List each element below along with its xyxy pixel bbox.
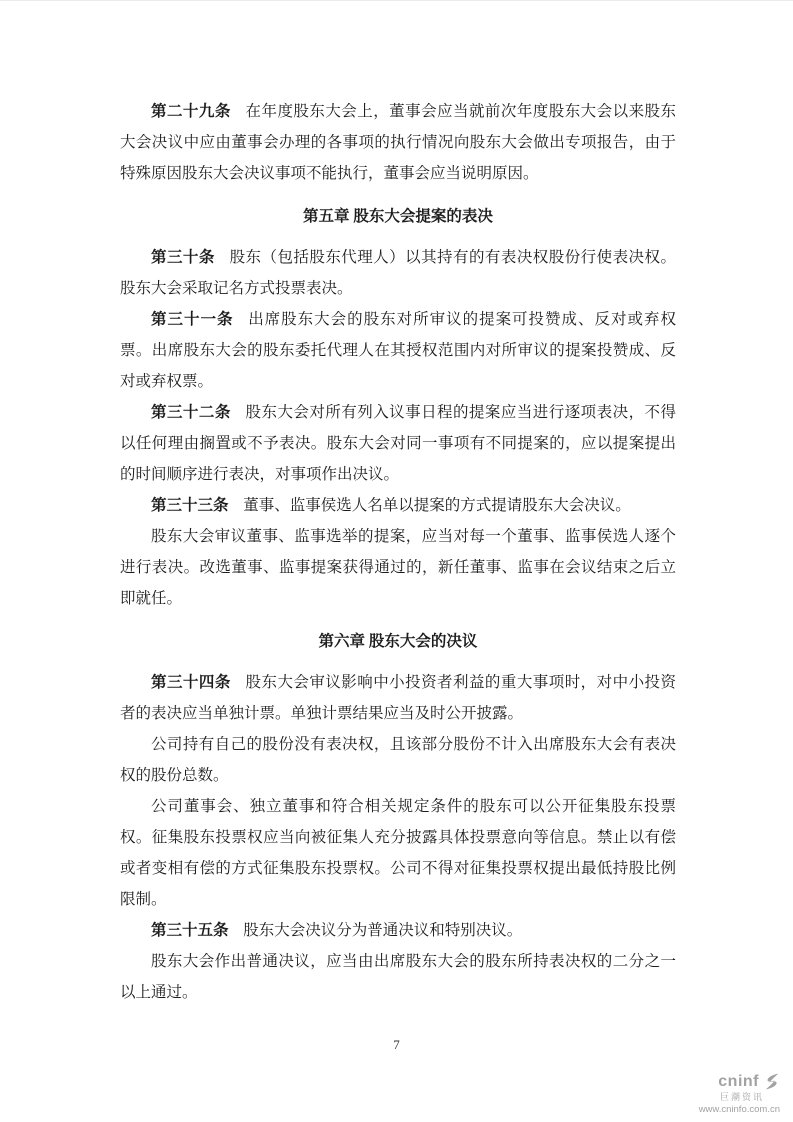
article-number: 第三十四条: [151, 674, 231, 691]
paragraph-text: 董事、监事侯选人名单以提案的方式提请股东大会决议。: [243, 497, 631, 514]
paragraph: [120, 521, 676, 614]
paragraph: [120, 667, 676, 729]
paragraph-text: 股东大会审议影响中小投资者利益的重大事项时，对中小投资者的表决应当单独计票。单独计票结果应当及时公开披露。: [120, 674, 676, 722]
paragraph: [120, 791, 676, 915]
paragraph-text: 股东大会作出普通决议，应当由出席股东大会的股东所持表决权的二分之一以上通过。: [120, 953, 676, 1001]
cninfo-swirl-icon: [761, 1072, 780, 1091]
logo-brand-cn: 巨潮资讯: [719, 1092, 764, 1102]
paragraph: [120, 96, 676, 189]
paragraph-text: 股东大会审议董事、监事选举的提案，应当对每一个董事、监事侯选人逐个进行表决。改选董事、监事提案获得通过的，新任董事、监事在会议结束之后立即就任。: [120, 528, 676, 607]
article-number: 第三十三条: [151, 497, 229, 514]
cninfo-logo: [699, 1072, 780, 1115]
article-number: 第三十一条: [151, 311, 234, 328]
article-number: 第三十二条: [151, 404, 231, 421]
paragraph-text: 出席股东大会的股东对所审议的提案可投赞成、反对或弃权票。出席股东大会的股东委托代理人在其授权范围内对所审议的提案投赞成、反对或弃权票。: [120, 311, 676, 390]
chapter-heading: 第五章 股东大会提案的表决: [303, 208, 493, 225]
paragraph: [120, 490, 676, 521]
paragraph: [120, 397, 676, 490]
paragraph-text: 股东（包括股东代理人）以其持有的有表决权股份行使表决权。股东大会采取记名方式投票表决。: [120, 249, 676, 297]
article-number: 第三十五条: [151, 922, 229, 939]
paragraph-text: 股东大会对所有列入议事日程的提案应当进行逐项表决，不得以任何理由搁置或不予表决。股东大会对同一事项有不同提案的，应以提案提出的时间顺序进行表决，对事项作出决议。: [120, 404, 676, 483]
article-number: 第二十九条: [151, 103, 231, 120]
paragraph: [120, 915, 676, 946]
document-content: [120, 96, 676, 1008]
logo-url: www.cninfo.com.cn: [698, 1104, 780, 1115]
paragraph: [120, 304, 676, 397]
paragraph: [120, 729, 676, 791]
chapter-heading: 第六章 股东大会的决议: [318, 633, 478, 650]
page-number: 7: [393, 1037, 400, 1052]
logo-brand-text: cninf: [718, 1072, 759, 1090]
paragraph-text: 公司董事会、独立董事和符合相关规定条件的股东可以公开征集股东投票权。征集股东投票权应当向被征集人充分披露具体投票意向等信息。禁止以有偿或者变相有偿的方式征集股东投票权。公司不得对征集投票权提出最低持股比例限制。: [120, 798, 676, 908]
paragraph-text: 公司持有自己的股份没有表决权，且该部分股份不计入出席股东大会有表决权的股份总数。: [120, 736, 676, 784]
paragraph-text: 在年度股东大会上，董事会应当就前次年度股东大会以来股东大会决议中应由董事会办理的各事项的执行情况向股东大会做出专项报告，由于特殊原因股东大会决议事项不能执行，董事会应当说明原因。: [120, 103, 676, 182]
paragraph: [120, 946, 676, 1008]
paragraph: [120, 242, 676, 304]
logo-top-row: [699, 1072, 780, 1091]
article-number: 第三十条: [151, 249, 215, 266]
paragraph-text: 股东大会决议分为普通决议和特别决议。: [243, 922, 523, 939]
